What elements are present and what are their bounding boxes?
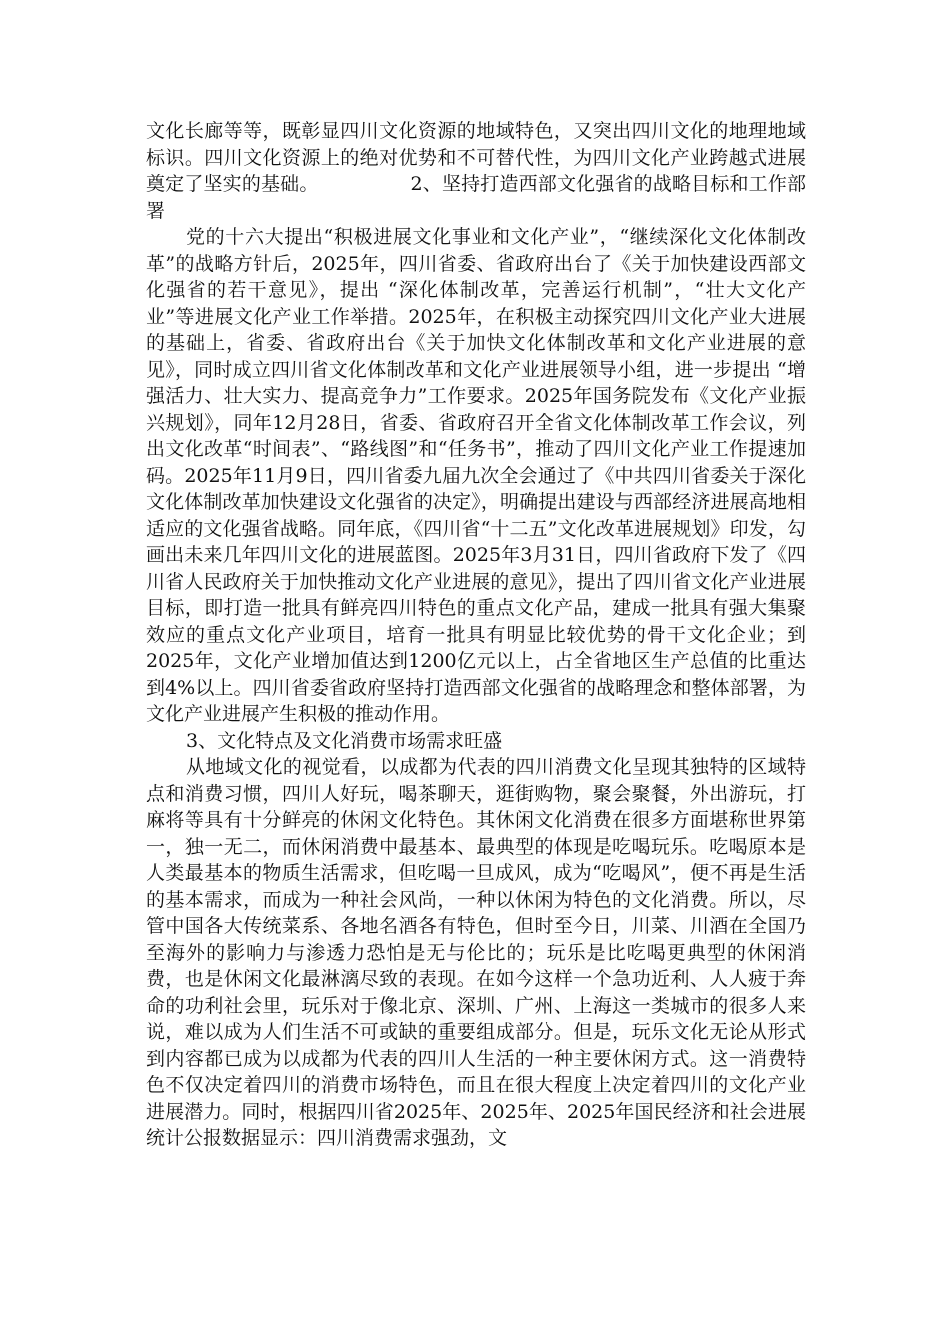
- paragraph-consumption: 从地域文化的视觉看，以成都为代表的四川消费文化呈现其独特的区域特点和消费习惯，四川人好玩，喝茶聊天，逛街购物，聚会聚餐，外出游玩，打麻将等具有十分鲜亮的休闲文化特色。其休闲文化消费在很多方面堪称世界第一，独一无二，而休闲消费中最基本、最典型的体现是吃喝玩乐。吃喝原本是人类最基本的物质生活需求，但吃喝一旦成风，成为“吃喝风”，便不再是生活的基本需求，而成为一种社会风尚，一种以休闲为特色的文化消费。所以，尽管中国各大传统菜系、各地名酒各有特色，但时至今日，川菜、川酒在全国乃至海外的影响力与渗透力恐怕是无与伦比的；玩乐是比吃喝更典型的休闲消费，也是休闲文化最淋漓尽致的表现。在如今这样一个急功近利、人人疲于奔命的功利社会里，玩乐对于像北京、深圳、广州、上海这一类城市的很多人来说，难以成为人们生活不可或缺的重要组成部分。但是，玩乐文化无论从形式到内容都已成为以成都为代表的四川人生活的一种主要休闲方式。这一消费特色不仅决定着四川的消费市场特色，而且在很大程度上决定着四川的文化产业进展潜力。同时，根据四川省2025年、2025年、2025年国民经济和社会进展统计公报数据显示：四川消费需求强劲，文: [146, 756, 806, 1149]
- paragraph-continuation: [146, 118, 806, 224]
- section-heading-2: 2、坚持打造西部文化强省的战略目标和工作部署: [146, 173, 806, 222]
- document-page: [146, 118, 806, 1152]
- paragraph-text: 文化长廊等等，既彰显四川文化资源的地域特色，又突出四川文化的地理地域标识。四川文化资源上的绝对优势和不可替代性，为四川文化产业跨越式进展奠定了坚实的基础。: [146, 120, 806, 195]
- section-heading-3: 3、文化特点及文化消费市场需求旺盛: [186, 729, 503, 752]
- paragraph-strategy: 党的十六大提出“积极进展文化事业和文化产业”，“继续深化文化体制改革”的战略方针后，2025年，四川省委、省政府出台了《关于加快建设西部文化强省的若干意见》，提出 “深化体制改革，完善运行机制”，“壮大文化产业”等进展文化产业工作举措。2025年，在积极主动探究四川文化产业大进展的基础上，省委、省政府出台《关于加快文化体制改革和文化产业进展的意见》，同时成立四川省文化体制改革和文化产业进展领导小组，进一步提出 “增强活力、壮大实力、提高竞争力”工作要求。2025年国务院发布《文化产业振兴规划》，同年12月28日，省委、省政府召开全省文化体制改革工作会议，列出文化改革“时间表”、“路线图”和“任务书”，推动了四川文化产业工作提速加码。2025年11月9日，四川省委九届九次全会通过了《中共四川省委关于深化文化体制改革加快建设文化强省的决定》，明确提出建设与西部经济进展高地相适应的文化强省战略。同年底，《四川省“十二五”文化改革进展规划》印发，勾画出未来几年四川文化的进展蓝图。2025年3月31日，四川省政府下发了《四川省人民政府关于加快推动文化产业进展的意见》，提出了四川省文化产业进展目标，即打造一批具有鲜亮四川特色的重点文化产品，建成一批具有强大集聚效应的重点文化产业项目，培育一批具有明显比较优势的骨干文化企业；到2025年，文化产业增加值达到1200亿元以上，占全省地区生产总值的比重达到4%以上。四川省委省政府坚持打造西部文化强省的战略理念和整体部署，为文化产业进展产生积极的推动作用。: [146, 226, 806, 725]
